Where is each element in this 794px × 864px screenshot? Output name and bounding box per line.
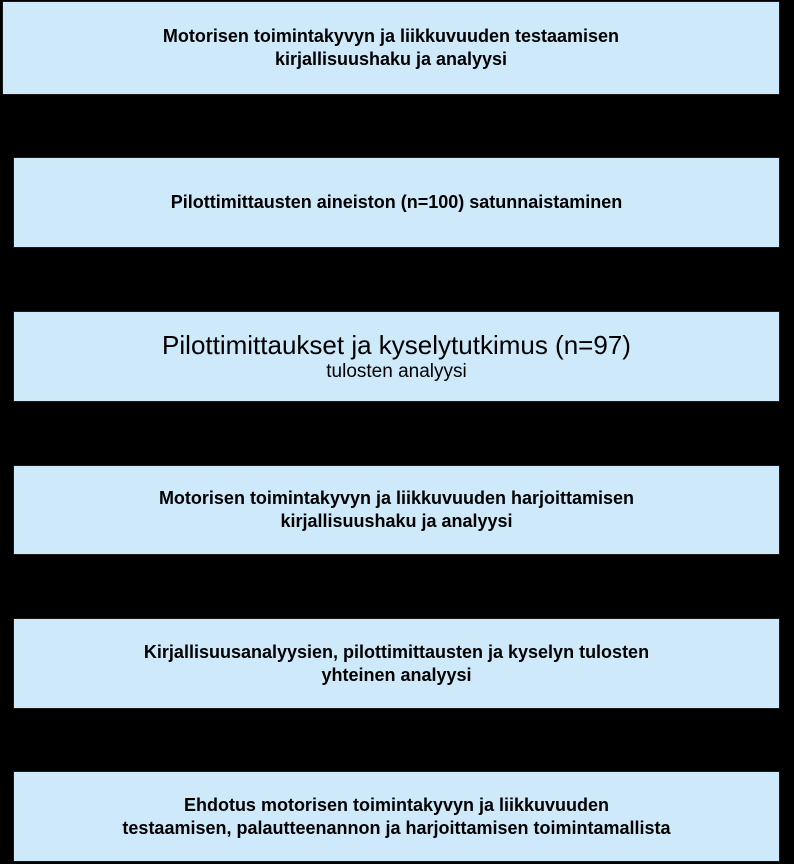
flow-step-3-line-1: Pilottimittaukset ja kyselytutkimus (n=97)	[162, 329, 631, 360]
flow-step-6-line-1: Ehdotus motorisen toimintakyvyn ja liikkuvuuden	[183, 794, 610, 815]
flow-step-2-randomization	[13, 157, 780, 248]
flow-step-4-training-literature-review	[13, 465, 780, 555]
flow-step-2-line-1: Pilottimittausten aineiston (n=100) satunnaistaminen	[170, 192, 623, 212]
flow-step-4-line-1: Motorisen toimintakyvyn ja liikkuvuuden harjoittamisen	[158, 488, 635, 508]
flow-step-3-line-2: tulosten analyysi	[326, 360, 467, 382]
flow-step-6-operating-model-proposal	[13, 771, 780, 862]
flow-step-3-pilot-measurements	[13, 311, 780, 402]
flow-step-5-joint-analysis	[13, 618, 780, 709]
flow-step-5-line-1: Kirjallisuusanalyysien, pilottimittausten ja kyselyn tulosten	[143, 641, 650, 662]
flow-step-5-line-2: yhteinen analyysi	[321, 664, 472, 685]
flow-step-4-line-2: kirjallisuushaku ja analyysi	[280, 511, 513, 531]
flow-step-1-testing-literature-review	[2, 1, 780, 95]
flow-step-1-line-2: kirjallisuushaku ja analyysi	[274, 49, 508, 69]
flow-step-6-line-2: testaamisen, palautteenannon ja harjoittamisen toimintamallista	[122, 817, 671, 838]
flow-step-1-line-1: Motorisen toimintakyvyn ja liikkuvuuden testaamisen	[162, 26, 620, 46]
